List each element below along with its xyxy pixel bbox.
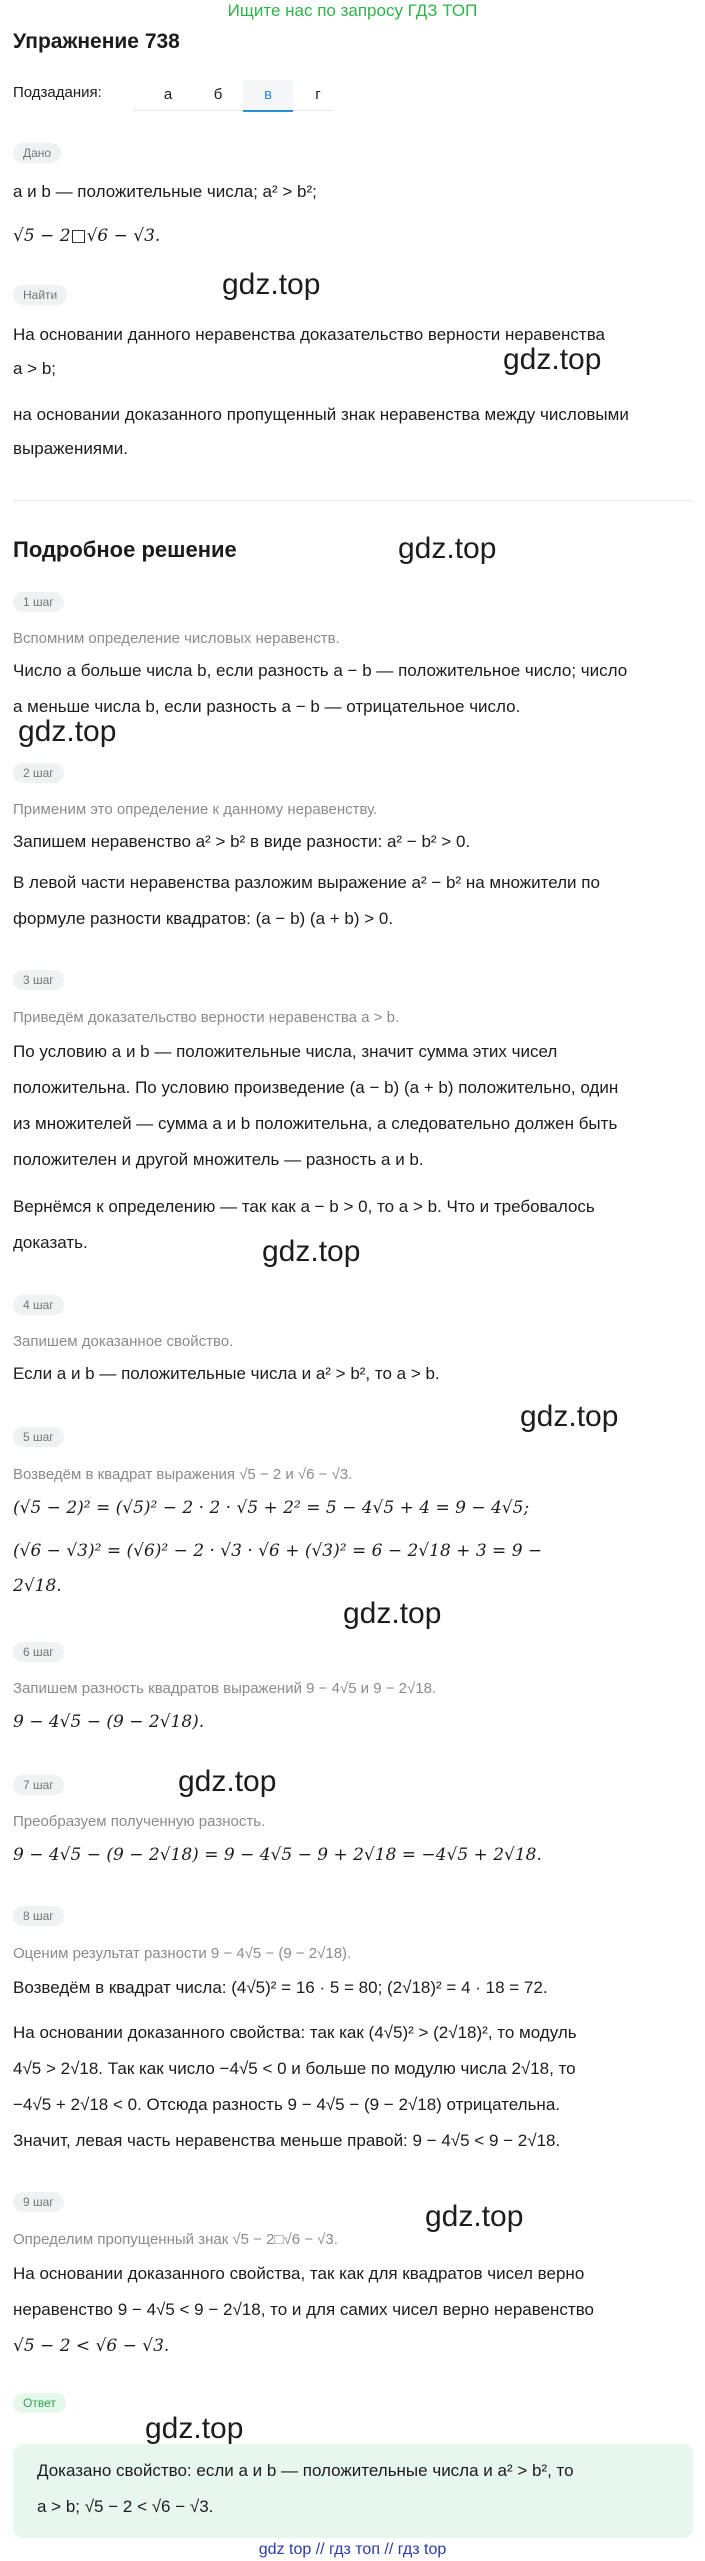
find-line: на основании доказанного пропущенный знак неравенства между числовыми	[13, 405, 629, 424]
subtask-tab-b[interactable]: б	[213, 86, 223, 103]
watermark: gdz.top	[398, 532, 497, 565]
step-text: Вернёмся к определению — так как a − b > 0, то a > b. Что и требовалось	[13, 1197, 595, 1216]
page-title: Упражнение 738	[13, 30, 180, 53]
given-line: a и b — положительные числа; a² > b²;	[13, 182, 317, 201]
given-badge: Дано	[13, 143, 61, 163]
step-text: положительна. По условию произведение (a − b) (a + b) положительно, один	[13, 1078, 619, 1097]
step-formula: 9 − 4√5 − (9 − 2√18).	[13, 1712, 205, 1732]
step-text: На основании доказанного свойства, так как для квадратов чисел верно	[13, 2264, 585, 2283]
step-note: Возведём в квадрат выражения √5 − 2 и √6 − √3.	[13, 1466, 353, 1483]
step-badge: 1 шаг	[13, 592, 64, 612]
find-line: На основании данного неравенства доказательство верности неравенства	[13, 325, 606, 344]
step-text: формуле разности квадратов: (a − b) (a + b) > 0.	[13, 909, 394, 928]
watermark: gdz.top	[18, 715, 117, 748]
step-badge: 8 шаг	[13, 1906, 64, 1926]
step-note: Определим пропущенный знак √5 − 2□√6 − √3.	[13, 2231, 338, 2248]
step-note: Запишем разность квадратов выражений 9 − 4√5 и 9 − 2√18.	[13, 1680, 437, 1697]
step-text: −4√5 + 2√18 < 0. Отсюда разность 9 − 4√5 − (9 − 2√18) отрицательна.	[13, 2095, 560, 2114]
step-text: из множителей — сумма a и b положительна, а следовательно должен быть	[13, 1114, 618, 1133]
step-text: Значит, левая часть неравенства меньше правой: 9 − 4√5 < 9 − 2√18.	[13, 2131, 561, 2150]
find-line: выражениями.	[13, 439, 128, 458]
step-text: По условию a и b — положительные числа, значит сумма этих чисел	[13, 1042, 558, 1061]
watermark: gdz.top	[343, 1597, 442, 1630]
step-badge: 2 шаг	[13, 763, 64, 783]
footer-links[interactable]: gdz top // гдз топ // гдз top	[258, 2541, 447, 2558]
watermark: gdz.top	[520, 1400, 619, 1433]
section-divider	[13, 500, 693, 501]
watermark: gdz.top	[178, 1765, 277, 1798]
given-expression: √5 − 2□√6 − √3.	[13, 226, 161, 246]
step-text: 4√5 > 2√18. Так как число −4√5 < 0 и больше по модулю числа 2√18, то	[13, 2059, 576, 2078]
watermark: gdz.top	[425, 2200, 524, 2233]
subtasks-bar	[13, 80, 693, 110]
step-badge: 4 шаг	[13, 1295, 64, 1315]
watermark: gdz.top	[222, 268, 321, 301]
step-note: Вспомним определение числовых неравенств.	[13, 630, 340, 647]
subtasks-label: Подзадания:	[13, 84, 102, 101]
answer-badge: Ответ	[13, 2393, 66, 2413]
step-formula: √5 − 2 < √6 − √3.	[13, 2336, 170, 2356]
step-formula: (√5 − 2)² = (√5)² − 2 · 2 · √5 + 2² = 5 − 4√5 + 4 = 9 − 4√5;	[13, 1498, 530, 1518]
subtask-tab-v[interactable]: в	[243, 80, 293, 112]
solution-heading: Подробное решение	[13, 537, 237, 562]
step-formula: (√6 − √3)² = (√6)² − 2 · √3 · √6 + (√3)² = 6 − 2√18 + 3 = 9 −	[13, 1541, 543, 1561]
step-badge: 6 шаг	[13, 1642, 64, 1662]
step-text: неравенство 9 − 4√5 < 9 − 2√18, то и для самих чисел верно неравенство	[13, 2300, 594, 2319]
step-note: Преобразуем полученную разность.	[13, 1813, 266, 1830]
step-note: Оценим результат разности 9 − 4√5 − (9 − 2√18).	[13, 1945, 352, 1962]
step-text: На основании доказанного свойства: так как (4√5)² > (2√18)², то модуль	[13, 2023, 577, 2042]
find-badge: Найти	[13, 285, 67, 305]
answer-box	[13, 2444, 693, 2538]
watermark: gdz.top	[503, 343, 602, 376]
step-text: Если a и b — положительные числа и a² > b², то a > b.	[13, 1364, 440, 1383]
search-hint-link[interactable]: Ищите нас по запросу ГДЗ ТОП	[227, 1, 478, 20]
step-note: Запишем доказанное свойство.	[13, 1333, 234, 1350]
step-formula: 9 − 4√5 − (9 − 2√18) = 9 − 4√5 − 9 + 2√18 = −4√5 + 2√18.	[13, 1845, 542, 1865]
step-formula: 2√18.	[13, 1576, 62, 1596]
subtask-tab-a[interactable]: а	[163, 86, 173, 103]
step-badge: 9 шаг	[13, 2192, 64, 2212]
step-text: положителен и другой множитель — разность a и b.	[13, 1150, 424, 1169]
step-text: Запишем неравенство a² > b² в виде разности: a² − b² > 0.	[13, 832, 471, 851]
watermark: gdz.top	[145, 2412, 244, 2445]
step-text: В левой части неравенства разложим выражение a² − b² на множители по	[13, 873, 600, 892]
step-badge: 7 шаг	[13, 1775, 64, 1795]
step-text: Число a больше числа b, если разность a − b — положительное число; число	[13, 661, 628, 680]
step-text: Возведём в квадрат числа: (4√5)² = 16 · 5 = 80; (2√18)² = 4 · 18 = 72.	[13, 1978, 548, 1997]
step-badge: 3 шаг	[13, 970, 64, 990]
answer-text: a > b; √5 − 2 < √6 − √3.	[37, 2497, 214, 2516]
answer-text: Доказано свойство: если a и b — положительные числа и a² > b², то	[37, 2461, 574, 2480]
watermark: gdz.top	[262, 1235, 361, 1268]
step-text: a меньше числа b, если разность a − b — отрицательное число.	[13, 697, 521, 716]
step-text: доказать.	[13, 1233, 88, 1252]
find-line: a > b;	[13, 359, 57, 378]
step-note: Приведём доказательство верности неравенства a > b.	[13, 1009, 400, 1026]
step-note: Применим это определение к данному неравенству.	[13, 801, 378, 818]
subtask-tab-g[interactable]: г	[315, 86, 321, 103]
subtasks-underline	[133, 110, 333, 111]
step-badge: 5 шаг	[13, 1427, 64, 1447]
